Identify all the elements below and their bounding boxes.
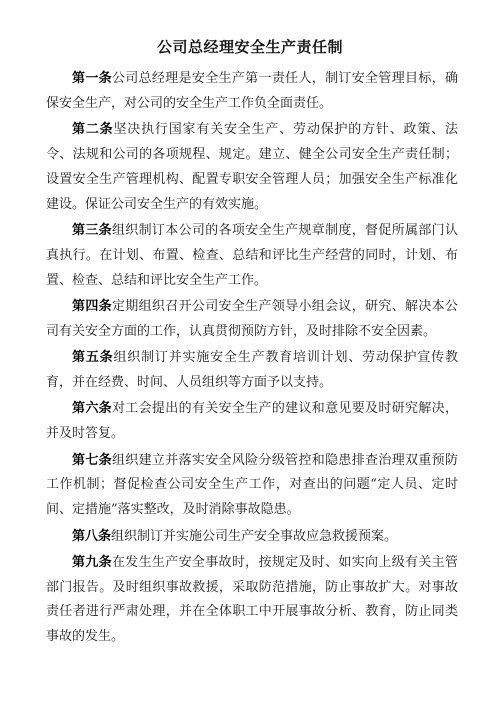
article-number: 第一条 [72, 71, 112, 86]
article-number: 第八条 [72, 528, 112, 544]
document-title: 公司总经理安全生产责任制 [156, 38, 343, 56]
article-number: 第五条 [72, 350, 114, 366]
article-text: 组织制订并实施公司生产安全事故应急救援预案。 [111, 528, 398, 544]
article-number: 第七条 [72, 452, 112, 468]
article-text: 组织制订本公司的各项安全生产规章制度，督促所属部门认真执行。在计划、布置、检查、总结和评比生产经营的同时，计划、布置、检查、总结和评比安全生产工作。 [46, 222, 458, 288]
article-5 [46, 346, 458, 396]
article-number: 第三条 [72, 222, 112, 238]
article-number: 第二条 [72, 122, 114, 138]
article-text: 在发生生产安全事故时，按规定及时、如实向上级有关主管部门报告。及时组织事故救援，采取防范措施，防止事故扩大。对事故责任者进行严肃处理，并在全体职工中开展事故分析、教育，防止同类事故的发生。 [46, 554, 458, 645]
article-text: 公司总经理是安全生产第一责任人，制订安全管理目标，确保安全生产，对公司的安全生产工作负全面责任。 [46, 71, 458, 111]
article-3 [46, 219, 458, 293]
article-number: 第四条 [72, 298, 112, 314]
article-text: 定期组织召开公司安全生产领导小组会议，研究、解决本公司有关安全方面的工作，认真贯彻预防方针，及时排除不安全因素。 [46, 298, 458, 339]
article-text: 组织制订并实施安全生产教育培训计划、劳动保护宣传教育，并在经费、时间、人员组织等方面予以支持。 [46, 350, 458, 390]
article-text: 坚决执行国家有关安全生产、劳动保护的方针、政策、法令、法规和公司的各项规程、规定。建立、健全公司安全生产责任制；设置安全生产管理机构、配置专职安全管理人员；加强安全生产标准化建设。保证公司安全生产的有效实施。 [46, 122, 458, 212]
document-body [46, 67, 458, 652]
article-4 [46, 295, 458, 345]
article-number: 第九条 [72, 554, 112, 570]
article-number: 第六条 [72, 401, 112, 417]
article-2 [46, 118, 458, 217]
article-text: 组织建立并落实安全风险分级管控和隐患排查治理双重预防工作机制；督促检查公司安全生产工作，对查出的问题“定人员、定时间、定措施”落实整改，及时消除事故隐患。 [46, 452, 458, 518]
article-6 [46, 397, 458, 447]
article-8 [46, 525, 458, 550]
article-1 [46, 67, 458, 117]
article-7 [46, 449, 458, 523]
article-text: 对工会提出的有关安全生产的建议和意见要及时研究解决，并及时答复。 [46, 401, 458, 442]
article-9 [46, 551, 458, 650]
